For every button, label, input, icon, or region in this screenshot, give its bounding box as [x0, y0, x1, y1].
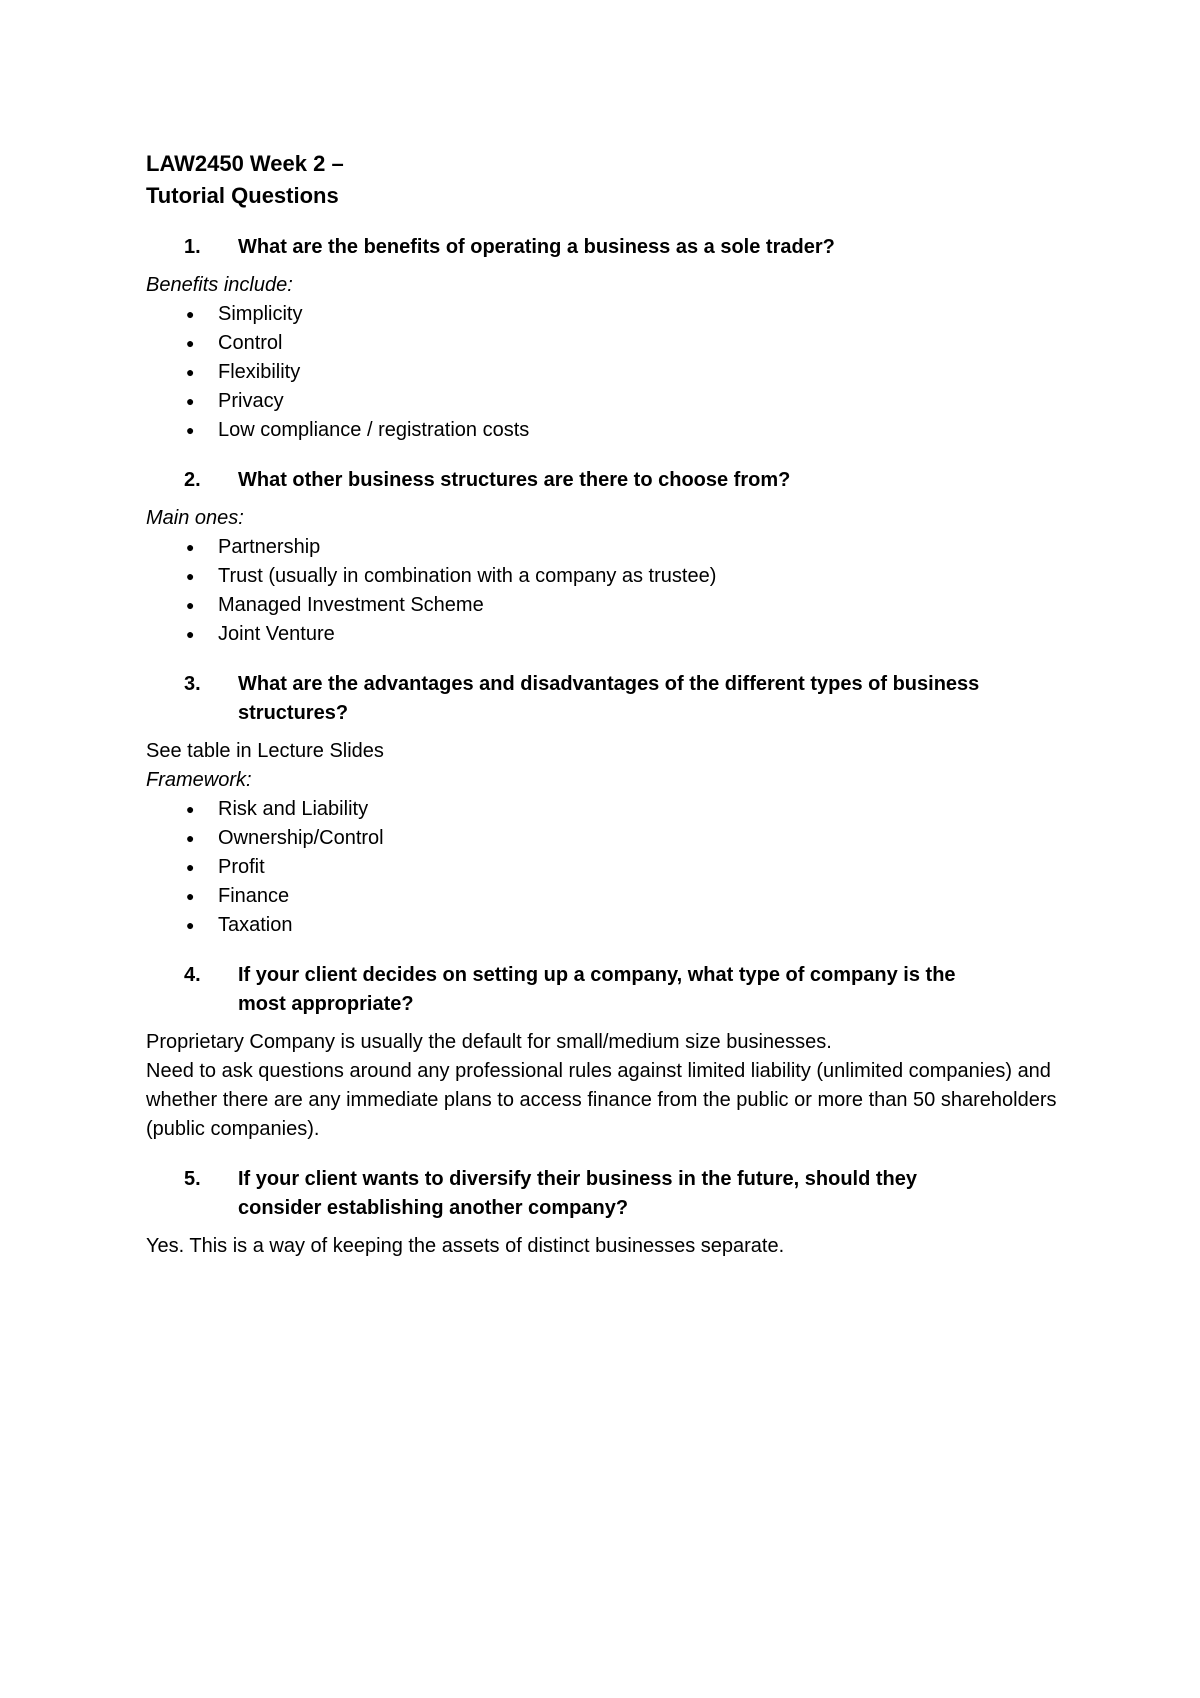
- document-content: [146, 148, 1066, 1261]
- list-item-text: Flexibility: [218, 361, 301, 383]
- bullet-icon: ●: [186, 917, 195, 933]
- answer-intro: Framework:: [146, 769, 252, 791]
- answer-text: Proprietary Company is usually the default for small/medium size businesses.: [146, 1031, 832, 1053]
- question-4: [146, 961, 1066, 1019]
- bullet-icon: ●: [186, 859, 195, 875]
- bullet-list: [146, 300, 1066, 445]
- bullet-icon: ●: [186, 422, 195, 438]
- bullet-list: [146, 795, 1066, 940]
- list-item-text: Control: [218, 332, 283, 354]
- bullet-icon: ●: [186, 306, 195, 322]
- list-item: [146, 620, 1066, 649]
- list-item-text: Risk and Liability: [218, 798, 369, 820]
- bullet-icon: ●: [186, 830, 195, 846]
- question-text: If your client wants to diversify their business in the future, should they consider establishing another company?: [238, 1168, 917, 1219]
- document-title-line-2: Tutorial Questions: [146, 183, 339, 208]
- bullet-icon: ●: [186, 539, 195, 555]
- list-item-text: Trust (usually in combination with a company as trustee): [218, 565, 717, 587]
- bullet-icon: ●: [186, 597, 195, 613]
- question-3: [146, 670, 1066, 728]
- bullet-icon: ●: [186, 888, 195, 904]
- question-number: 4.: [184, 964, 201, 986]
- bullet-icon: ●: [186, 364, 195, 380]
- list-item-text: Privacy: [218, 390, 284, 412]
- bullet-icon: ●: [186, 335, 195, 351]
- list-item-text: Joint Venture: [218, 623, 335, 645]
- list-item-text: Ownership/Control: [218, 827, 384, 849]
- question-text: What other business structures are there to choose from?: [238, 469, 791, 491]
- bullet-list: [146, 533, 1066, 649]
- answer-note: See table in Lecture Slides: [146, 740, 384, 762]
- list-item: [146, 416, 1066, 445]
- answer-text: Need to ask questions around any professional rules against limited liability (unlimited companies) and whether there are any immediate plans to access finance from the public or more than 50 shareholders (public companies).: [146, 1060, 1057, 1140]
- question-number: 2.: [184, 469, 201, 491]
- list-item: [146, 911, 1066, 940]
- bullet-icon: ●: [186, 801, 195, 817]
- question-2: [146, 466, 1066, 495]
- answer-intro: Main ones:: [146, 507, 244, 529]
- list-item-text: Taxation: [218, 914, 293, 936]
- list-item-text: Managed Investment Scheme: [218, 594, 484, 616]
- answer-text: Yes. This is a way of keeping the assets of distinct businesses separate.: [146, 1235, 785, 1257]
- list-item: [146, 329, 1066, 358]
- question-text: What are the advantages and disadvantages of the different types of business structures?: [238, 673, 980, 724]
- list-item: [146, 824, 1066, 853]
- list-item: [146, 591, 1066, 620]
- bullet-icon: ●: [186, 626, 195, 642]
- question-1: [146, 233, 1066, 262]
- question-number: 1.: [184, 236, 201, 258]
- document-title-line-1: LAW2450 Week 2 –: [146, 151, 344, 176]
- question-text: If your client decides on setting up a company, what type of company is the most appropriate?: [238, 964, 956, 1015]
- list-item: [146, 387, 1066, 416]
- list-item: [146, 853, 1066, 882]
- list-item-text: Profit: [218, 856, 265, 878]
- answer-intro: Benefits include:: [146, 274, 293, 296]
- question-5: [146, 1165, 1066, 1223]
- question-number: 3.: [184, 673, 201, 695]
- list-item: [146, 358, 1066, 387]
- title-block: [146, 148, 1066, 212]
- bullet-icon: ●: [186, 568, 195, 584]
- list-item: [146, 882, 1066, 911]
- list-item-text: Simplicity: [218, 303, 303, 325]
- list-item-text: Finance: [218, 885, 290, 907]
- question-number: 5.: [184, 1168, 201, 1190]
- list-item-text: Partnership: [218, 536, 321, 558]
- answer-paragraph: [146, 1028, 1066, 1144]
- bullet-icon: ●: [186, 393, 195, 409]
- list-item: [146, 533, 1066, 562]
- list-item: [146, 300, 1066, 329]
- list-item: [146, 562, 1066, 591]
- list-item: [146, 795, 1066, 824]
- list-item-text: Low compliance / registration costs: [218, 419, 530, 441]
- question-text: What are the benefits of operating a business as a sole trader?: [238, 236, 835, 258]
